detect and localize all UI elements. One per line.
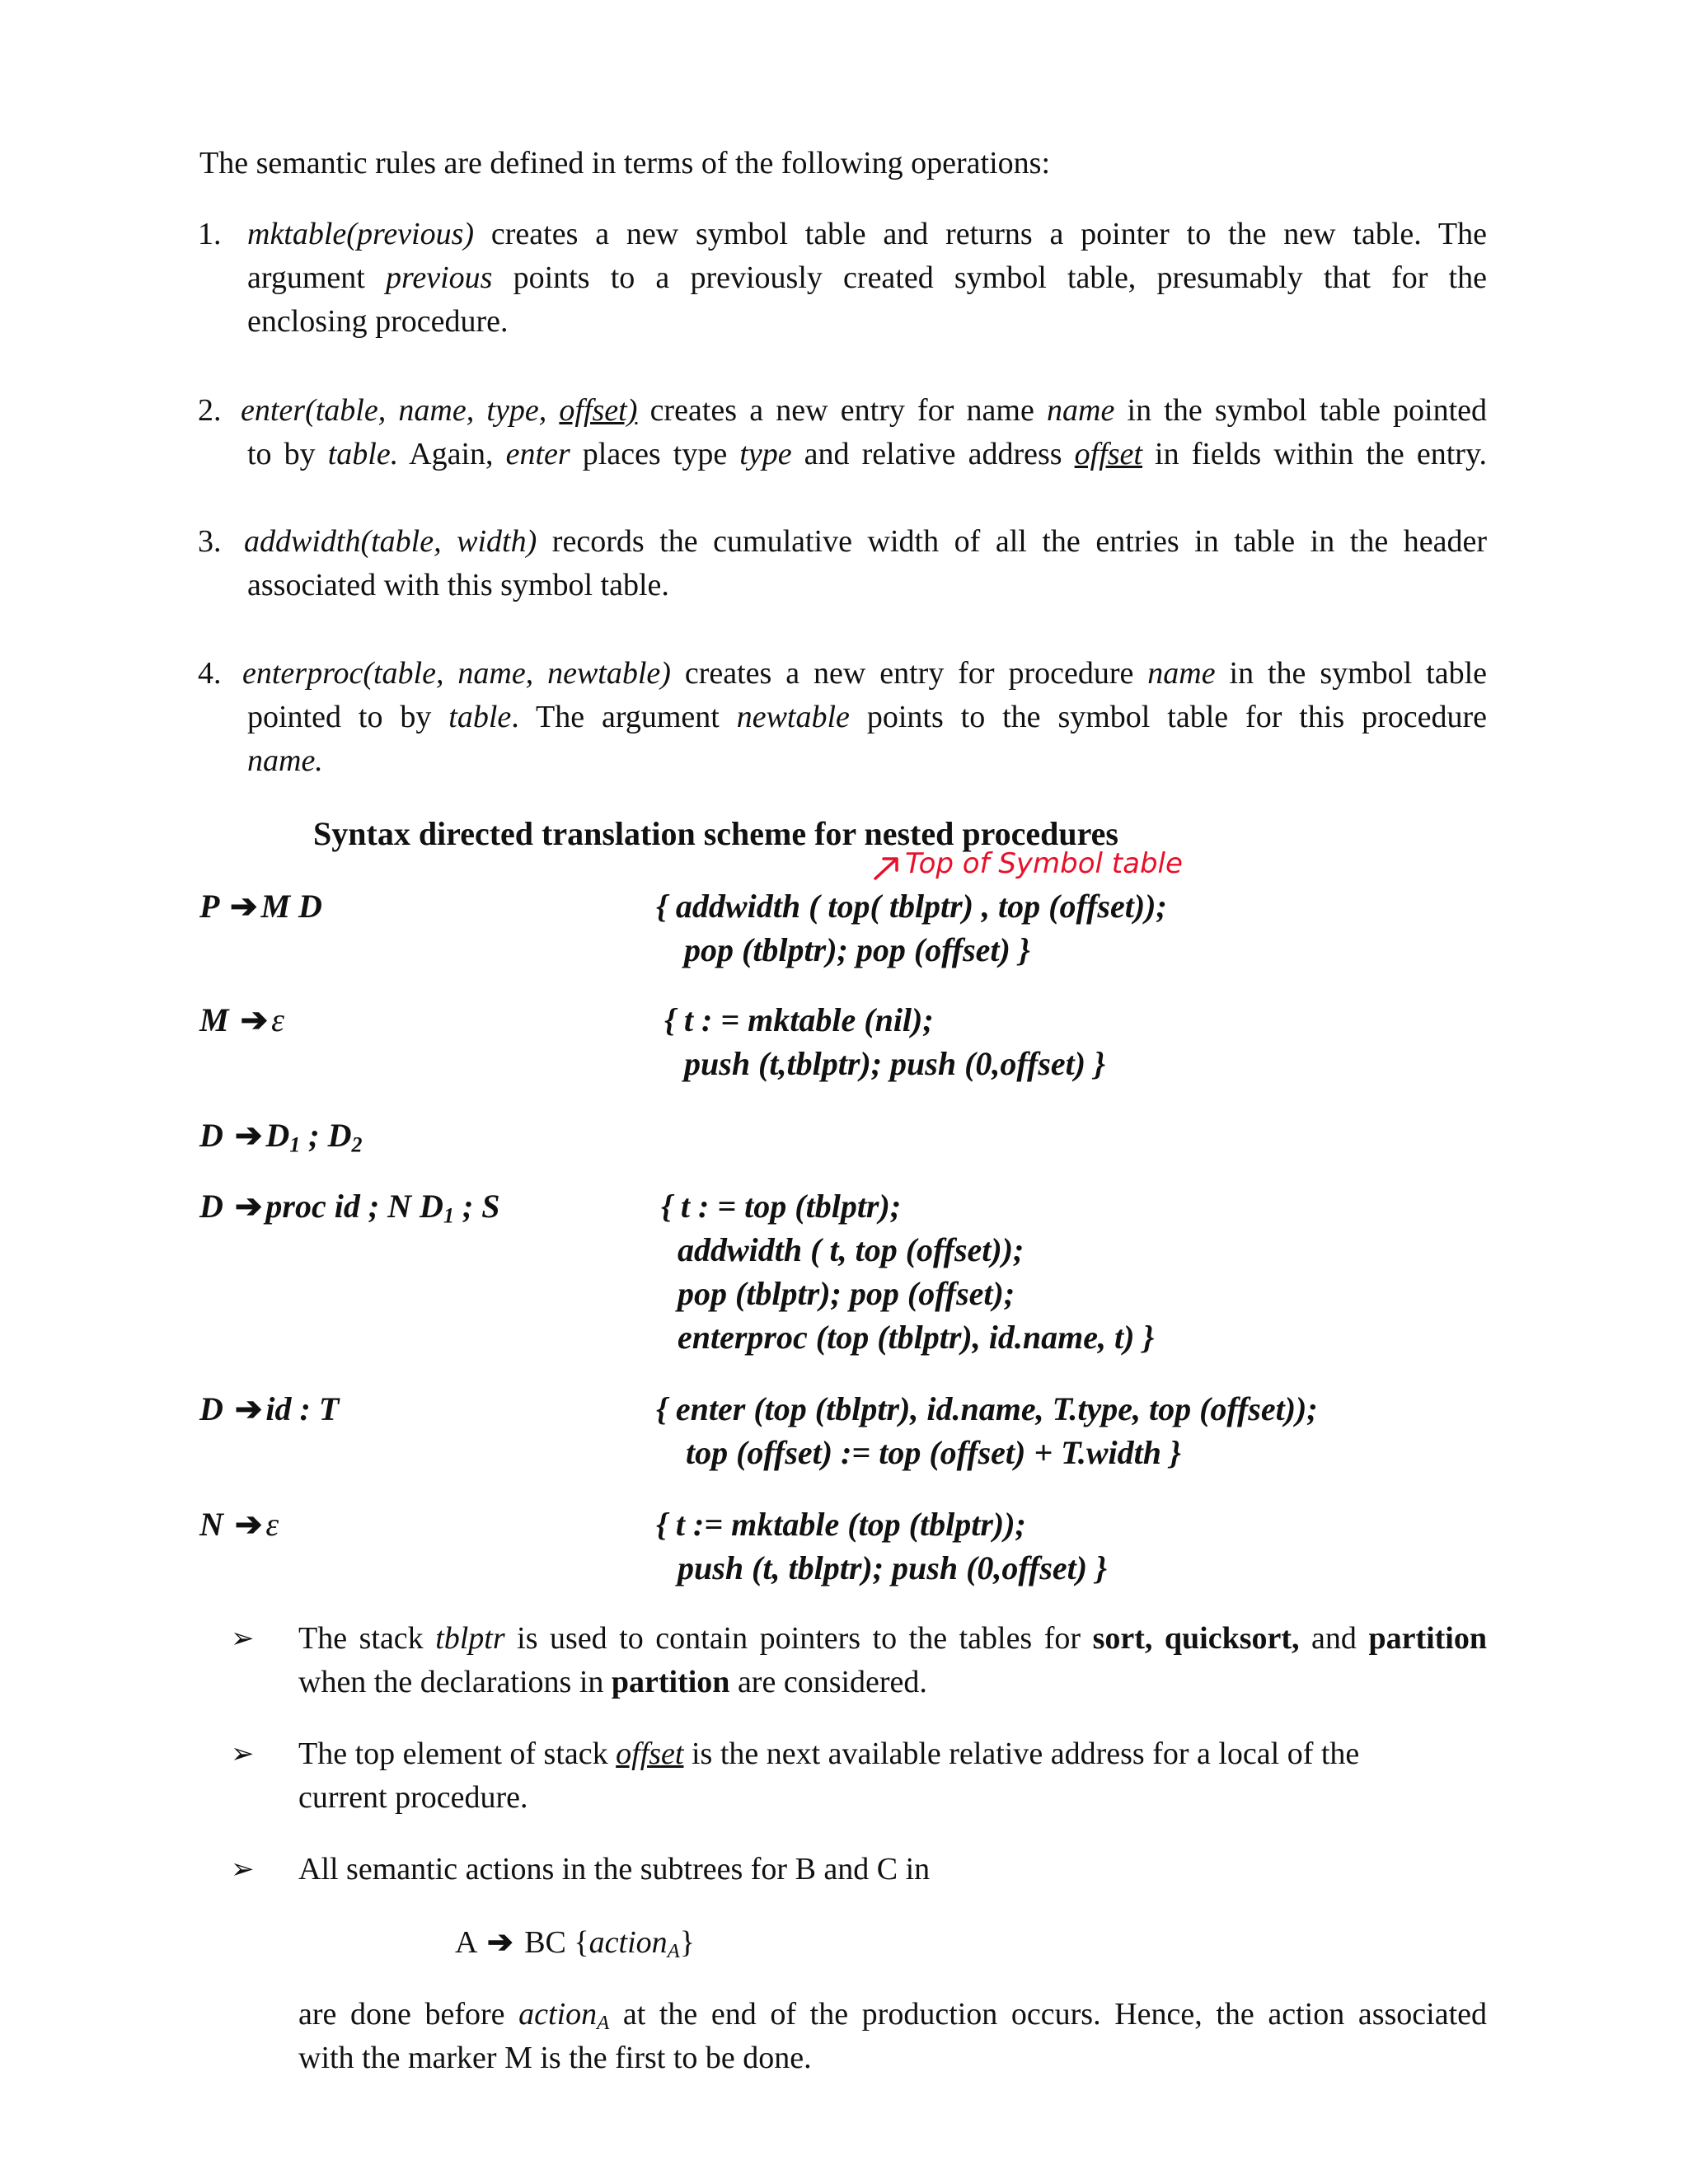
production-arrow-icon: ➔ xyxy=(234,1506,263,1543)
rule-4-production: D ➔ proc id ; N $D_1$ ; S xyxy=(199,1188,500,1228)
op-2-function: enter(table, name, type, offset) xyxy=(241,393,638,428)
production-arrow-icon: ➔ xyxy=(486,1925,513,1960)
bullet-3-line-3: are done before action$_A$ at the end of the production occurs. Hence, the action associated xyxy=(298,1997,1488,2035)
bullet-1-line-1: The stack tblptr is used to contain pointers to the tables for sort, quicksort, and partition xyxy=(298,1621,1487,1656)
rule-6-action-line-2: push (t, tblptr); push (0,offset) } xyxy=(678,1549,1108,1586)
rule-2-action-line-2: push (t,tblptr); push (0,offset) } xyxy=(684,1045,1106,1082)
bullet-2-line-1: The top element of stack offset is the next available relative address for a local of the xyxy=(298,1736,1360,1771)
production-arrow-icon: ➔ xyxy=(234,1390,263,1427)
op-2-line-2: to by table. Again, enter places type type and relative address offset in fields within the entry. xyxy=(247,437,1487,471)
rule-4-action-line-4: enterproc (top (tblptr), id.name, t) } xyxy=(678,1319,1155,1356)
op-3-line-2: associated with this symbol table. xyxy=(247,568,669,602)
op-1-number: 1. xyxy=(198,217,222,251)
rule-4-action-line-3: pop (tblptr); pop (offset); xyxy=(678,1275,1015,1312)
op-4-number: 4. xyxy=(198,656,222,691)
op-3-line-1: addwidth(table, width) records the cumulative width of all the entries in table in the header xyxy=(244,524,1487,559)
op-1-line-1: mktable(previous) creates a new symbol table and returns a pointer to the new table. The xyxy=(247,217,1487,251)
op-1-line-2: argument previous points to a previously created symbol table, presumably that for the xyxy=(247,260,1487,295)
bullet-2-icon: ➢ xyxy=(231,1739,255,1769)
rule-6-production: N ➔ ε xyxy=(199,1506,279,1543)
op-4-line-1: enterproc(table, name, newtable) creates a new entry for procedure name in the symbol table xyxy=(242,656,1488,691)
op-2-line-1: enter(table, name, type, offset) creates a new entry for name name in the symbol table pointed xyxy=(241,393,1488,428)
production-arrow-icon: ➔ xyxy=(229,888,258,925)
rule-5-action-line-1: { enter (top (tblptr), id.name, T.type, top (offset)); xyxy=(656,1390,1318,1427)
op-4-function: enterproc(table, name, newtable) xyxy=(242,656,671,691)
rule-4-action-line-2: addwidth ( t, top (offset)); xyxy=(678,1231,1025,1268)
rule-4-action-line-1: { t : = top (tblptr); xyxy=(661,1188,902,1225)
op-3-function: addwidth(table, width) xyxy=(244,524,537,559)
bullet-3-icon: ➢ xyxy=(231,1854,255,1885)
op-2-number: 2. xyxy=(198,393,222,428)
bullet-3-production: A ➔ BC {action$_A$} xyxy=(455,1925,695,1963)
rule-1-action-line-1: { addwidth ( top( tblptr) , top (offset)); xyxy=(656,888,1167,925)
annotation-arrow-icon xyxy=(872,849,905,882)
intro-text: The semantic rules are defined in terms of the following operations: xyxy=(199,146,1051,180)
rule-5-production: D ➔ id : T xyxy=(199,1390,340,1427)
op-1-function: mktable(previous) xyxy=(247,217,475,251)
rule-1-production: P ➔ M D xyxy=(199,888,322,925)
bullet-3-line-1: All semantic actions in the subtrees for B and C in xyxy=(298,1852,931,1886)
op-4-line-2: pointed to by table. The argument newtable points to the symbol table for this procedure xyxy=(247,700,1487,734)
production-arrow-icon: ➔ xyxy=(240,1001,269,1038)
rule-2-production: M ➔ ε xyxy=(199,1001,284,1038)
bullet-1-icon: ➢ xyxy=(231,1624,255,1654)
bullet-1-line-2: when the declarations in partition are considered. xyxy=(298,1665,927,1699)
rule-6-action-line-1: { t := mktable (top (tblptr)); xyxy=(656,1506,1026,1543)
production-arrow-icon: ➔ xyxy=(234,1188,263,1225)
production-arrow-icon: ➔ xyxy=(234,1117,263,1154)
scheme-title: Syntax directed translation scheme for nested procedures xyxy=(313,815,1118,852)
rule-5-action-line-2: top (offset) := top (offset) + T.width } xyxy=(686,1434,1181,1471)
op-4-line-3: name. xyxy=(247,743,323,778)
rule-3-production: D ➔ $D_1$ ; $D_2$ xyxy=(199,1117,363,1157)
bullet-2-line-2: current procedure. xyxy=(298,1780,528,1815)
op-1-line-3: enclosing procedure. xyxy=(247,304,509,339)
handwritten-annotation: Top of Symbol table xyxy=(905,847,1183,880)
op-3-number: 3. xyxy=(198,524,222,559)
rule-1-action-line-2: pop (tblptr); pop (offset) } xyxy=(684,931,1030,968)
bullet-3-line-4: with the marker M is the first to be done. xyxy=(298,2041,812,2075)
rule-2-action-line-1: { t : = mktable (nil); xyxy=(664,1001,934,1038)
